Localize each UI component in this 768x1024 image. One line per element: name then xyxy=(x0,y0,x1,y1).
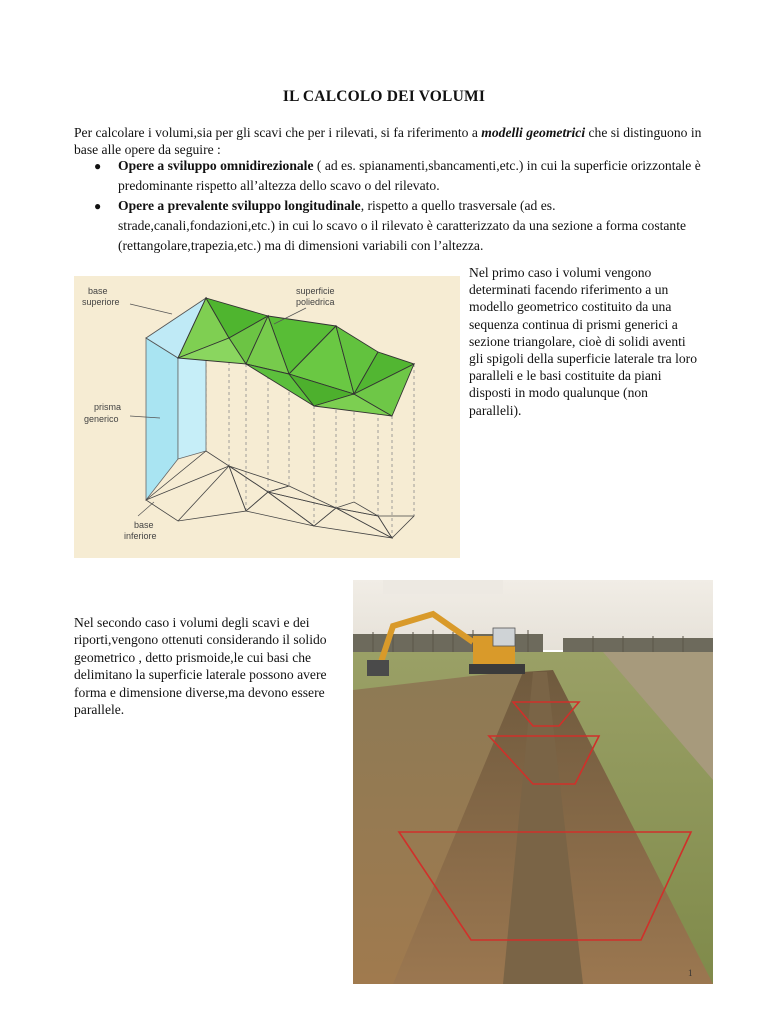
label-superficie-2: poliedrica xyxy=(296,297,335,307)
trench-photo-svg xyxy=(353,580,713,984)
label-prisma-1: prisma xyxy=(94,402,122,412)
label-superficie-1: superficie xyxy=(296,286,335,296)
bullet-text: , rispetto a quello trasversale (ad es. strade,canali,fondazioni,etc.) in cui lo scavo o il rilevato è caratterizzato da una sezione a forma costante (rettangolare,trapezia,etc.) ma di dimensioni variabili con l’altezza. xyxy=(118,198,687,253)
bullet-bold: Opere a sviluppo omnidirezionale xyxy=(118,158,314,173)
bottom-base-mesh xyxy=(146,451,414,538)
intro-text-after: che si distinguono in base alle opere da seguire : xyxy=(74,125,702,157)
bullet-list xyxy=(74,156,714,256)
paragraph-second-case: Nel secondo caso i volumi degli scavi e dei riporti,vengono ottenuti considerando il solido geometrico , detto prismoide,le cui basi che delimitano la superficie laterale possono avere forma e dimensione diverse,ma devono essere parallele. xyxy=(74,615,327,718)
label-base-inferiore-2: inferiore xyxy=(124,531,157,541)
intro-text-before: Per calcolare i volumi,sia per gli scavi che per i rilevati, si fa riferimento a xyxy=(74,125,482,140)
polyhedral-diagram-svg xyxy=(74,276,460,558)
paragraph-first-case: Nel primo caso i volumi vengono determinati facendo riferimento a un modello geometrico costituito da una sequenza continua di prismi generici a sezione triangolare, cioè di solidi aventi gli spigoli della superficie laterale tra loro paralleli e le basi costituite da piani disposti in modo qualunque (non paralleli). xyxy=(469,265,697,418)
trench-photo xyxy=(353,580,713,984)
page-number: 1 xyxy=(688,968,693,978)
intro-emphasis: modelli geometrici xyxy=(481,125,586,140)
prism-face-left xyxy=(146,338,178,500)
label-base-inferiore-1: base xyxy=(134,520,154,530)
bullet-icon: ● xyxy=(94,199,102,213)
bullet-icon: ● xyxy=(94,159,102,173)
polyhedral-surface xyxy=(178,298,414,416)
polyhedral-diagram xyxy=(74,276,460,558)
bullet-bold: Opere a prevalente sviluppo longitudinale xyxy=(118,198,361,213)
page-title: IL CALCOLO DEI VOLUMI xyxy=(282,88,486,105)
intro-paragraph xyxy=(74,124,714,158)
label-base-superiore-1: base xyxy=(88,286,108,296)
bullet-item xyxy=(74,156,714,196)
photo-watermark xyxy=(383,580,503,594)
bullet-text: ( ad es. spianamenti,sbancamenti,etc.) in cui la superficie orizzontale è predominante rispetto all’altezza dello scavo o del rilevato. xyxy=(118,158,701,193)
label-prisma-2: generico xyxy=(84,414,119,424)
bullet-item xyxy=(74,196,714,256)
label-base-superiore-2: superiore xyxy=(82,297,120,307)
